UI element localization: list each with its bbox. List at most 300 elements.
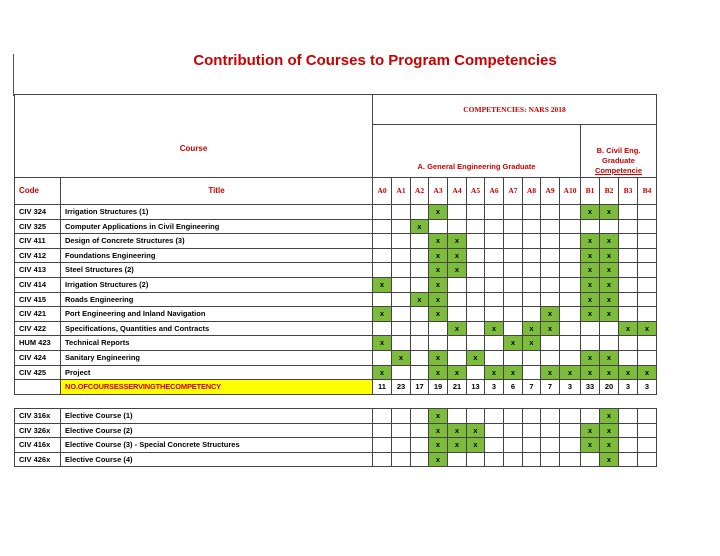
mark-cell-a6 (485, 452, 504, 467)
mark-cell-a9 (541, 205, 560, 220)
course-code: CIV 426x (15, 452, 61, 467)
mark-cell-b2 (600, 409, 619, 424)
mark-cell-a7 (504, 292, 523, 307)
mark-cell-a2 (411, 350, 429, 365)
total-a4: 21 (448, 380, 467, 395)
course-row (15, 336, 657, 351)
mark-cell-a5 (467, 365, 485, 380)
mark-cell-a8 (523, 423, 541, 438)
course-title: Sanitary Engineering (61, 350, 373, 365)
mark-cell-b1 (581, 350, 600, 365)
mark-cell-b4 (638, 307, 657, 322)
mark-cell-b4 (638, 452, 657, 467)
course-title: Port Engineering and Inland Navigation (61, 307, 373, 322)
mark-x: x (491, 323, 497, 333)
mark-cell-a8 (523, 336, 541, 351)
title-column-header: Title (61, 178, 373, 205)
mark-cell-a3 (429, 321, 448, 336)
mark-cell-b4 (638, 409, 657, 424)
mark-cell-a7 (504, 277, 523, 292)
mark-cell-a8 (523, 365, 541, 380)
mark-cell-b3 (619, 219, 638, 234)
mark-cell-a4 (448, 263, 467, 278)
mark-cell-b3 (619, 292, 638, 307)
mark-cell-a0 (373, 409, 392, 424)
mark-cell-b3 (619, 365, 638, 380)
mark-x: x (606, 265, 612, 275)
mark-cell-a4 (448, 292, 467, 307)
mark-cell-b4 (638, 248, 657, 263)
mark-cell-a4 (448, 365, 467, 380)
mark-cell-a7 (504, 336, 523, 351)
mark-cell-b3 (619, 409, 638, 424)
mark-x: x (473, 352, 478, 362)
mark-cell-a7 (504, 409, 523, 424)
mark-cell-a8 (523, 307, 541, 322)
mark-cell-a9 (541, 409, 560, 424)
mark-cell-a5 (467, 292, 485, 307)
mark-cell-a8 (523, 452, 541, 467)
mark-cell-b2 (600, 423, 619, 438)
mark-x: x (473, 425, 478, 435)
mark-cell-a5 (467, 336, 485, 351)
course-code: CIV 424 (15, 350, 61, 365)
mark-cell-b3 (619, 248, 638, 263)
mark-x: x (510, 338, 516, 348)
mark-cell-a3 (429, 409, 448, 424)
mark-cell-a5 (467, 263, 485, 278)
mark-cell-a5 (467, 277, 485, 292)
mark-cell-a9 (541, 263, 560, 278)
mark-cell-b3 (619, 205, 638, 220)
mark-cell-b3 (619, 336, 638, 351)
mark-x: x (435, 454, 441, 464)
mark-cell-a2 (411, 438, 429, 453)
mark-cell-a5 (467, 321, 485, 336)
mark-cell-a10 (560, 452, 581, 467)
mark-cell-b4 (638, 205, 657, 220)
mark-cell-a3 (429, 248, 448, 263)
mark-cell-a8 (523, 350, 541, 365)
course-code: CIV 326x (15, 423, 61, 438)
mark-x: x (606, 207, 612, 216)
mark-cell-a1 (392, 234, 411, 249)
mark-cell-a2 (411, 263, 429, 278)
mark-cell-a2 (411, 219, 429, 234)
column-header-row (15, 178, 657, 205)
mark-cell-a5 (467, 219, 485, 234)
mark-x: x (435, 207, 441, 216)
mark-cell-a9 (541, 365, 560, 380)
mark-cell-a2 (411, 234, 429, 249)
course-title: Specifications, Quantities and Contracts (61, 321, 373, 336)
code-column-header: Code (15, 178, 61, 205)
mark-cell-a6 (485, 205, 504, 220)
mark-cell-a3 (429, 365, 448, 380)
mark-cell-b4 (638, 365, 657, 380)
mark-cell-a6 (485, 365, 504, 380)
mark-cell-b1 (581, 336, 600, 351)
course-code: CIV 411 (15, 234, 61, 249)
total-b3: 3 (619, 380, 638, 395)
mark-cell-b3 (619, 438, 638, 453)
mark-cell-a3 (429, 219, 448, 234)
total-a1: 23 (392, 380, 411, 395)
mark-cell-a10 (560, 219, 581, 234)
mark-cell-a9 (541, 248, 560, 263)
mark-x: x (454, 250, 460, 260)
mark-cell-a2 (411, 423, 429, 438)
mark-cell-a7 (504, 219, 523, 234)
course-row (15, 234, 657, 249)
group-b-line2: Graduate (602, 156, 635, 165)
mark-cell-a0 (373, 277, 392, 292)
mark-x: x (587, 236, 593, 246)
total-a6: 3 (485, 380, 504, 395)
mark-x: x (510, 367, 516, 377)
mark-cell-b1 (581, 205, 600, 220)
mark-cell-a8 (523, 292, 541, 307)
mark-x: x (567, 367, 573, 377)
mark-cell-a3 (429, 234, 448, 249)
course-row (15, 452, 657, 467)
mark-x: x (587, 367, 593, 377)
mark-cell-b1 (581, 292, 600, 307)
mark-cell-a10 (560, 263, 581, 278)
mark-cell-a7 (504, 263, 523, 278)
mark-cell-a2 (411, 365, 429, 380)
group-b-header (581, 125, 657, 178)
mark-x: x (606, 294, 612, 304)
mark-cell-a6 (485, 292, 504, 307)
competency-col-a9: A9 (541, 178, 560, 205)
mark-cell-a0 (373, 248, 392, 263)
competency-col-b3: B3 (619, 178, 638, 205)
total-a7: 6 (504, 380, 523, 395)
mark-cell-a9 (541, 452, 560, 467)
mark-cell-b4 (638, 219, 657, 234)
competency-col-a2: A2 (411, 178, 429, 205)
mark-cell-a9 (541, 219, 560, 234)
mark-cell-a2 (411, 248, 429, 263)
course-code: CIV 413 (15, 263, 61, 278)
total-a3: 19 (429, 380, 448, 395)
mark-cell-a1 (392, 336, 411, 351)
mark-cell-a8 (523, 248, 541, 263)
mark-x: x (435, 411, 441, 420)
mark-cell-a1 (392, 423, 411, 438)
mark-cell-a4 (448, 234, 467, 249)
course-code: CIV 324 (15, 205, 61, 220)
mark-cell-a6 (485, 321, 504, 336)
mark-cell-a10 (560, 205, 581, 220)
mark-cell-a8 (523, 277, 541, 292)
competency-col-a10: A10 (560, 178, 581, 205)
course-code: CIV 325 (15, 219, 61, 234)
mark-cell-a7 (504, 321, 523, 336)
mark-x: x (454, 323, 460, 333)
mark-x: x (435, 265, 441, 275)
mark-cell-a3 (429, 336, 448, 351)
mark-cell-a3 (429, 277, 448, 292)
mark-x: x (547, 309, 553, 319)
mark-x: x (587, 279, 593, 289)
mark-x: x (606, 440, 612, 450)
mark-cell-a10 (560, 292, 581, 307)
mark-cell-b4 (638, 438, 657, 453)
mark-cell-a3 (429, 292, 448, 307)
mark-cell-a5 (467, 350, 485, 365)
mark-cell-a8 (523, 438, 541, 453)
course-title: Project (61, 365, 373, 380)
mark-cell-a5 (467, 423, 485, 438)
mark-cell-a0 (373, 365, 392, 380)
mark-cell-a9 (541, 292, 560, 307)
mark-x: x (435, 309, 441, 319)
mark-cell-a0 (373, 219, 392, 234)
course-title: Elective Course (2) (61, 423, 373, 438)
mark-cell-a0 (373, 452, 392, 467)
mark-cell-a10 (560, 409, 581, 424)
mark-x: x (435, 236, 441, 246)
total-a2: 17 (411, 380, 429, 395)
competency-matrix-table (14, 94, 657, 395)
mark-cell-a4 (448, 452, 467, 467)
mark-cell-a1 (392, 452, 411, 467)
total-a10: 3 (560, 380, 581, 395)
mark-cell-b2 (600, 205, 619, 220)
mark-x: x (379, 309, 385, 319)
header-row-1 (15, 95, 657, 125)
course-row (15, 219, 657, 234)
total-b2: 20 (600, 380, 619, 395)
course-row (15, 321, 657, 336)
course-title: Design of Concrete Structures (3) (61, 234, 373, 249)
mark-x: x (454, 425, 460, 435)
mark-cell-b4 (638, 423, 657, 438)
mark-cell-a0 (373, 292, 392, 307)
mark-cell-a4 (448, 423, 467, 438)
course-row (15, 350, 657, 365)
course-code: HUM 423 (15, 336, 61, 351)
mark-cell-a4 (448, 248, 467, 263)
mark-cell-b1 (581, 234, 600, 249)
mark-x: x (606, 454, 612, 464)
course-code: CIV 416x (15, 438, 61, 453)
mark-cell-a7 (504, 365, 523, 380)
mark-x: x (606, 352, 612, 362)
mark-cell-b1 (581, 438, 600, 453)
group-b-line3: Competencie (594, 166, 643, 175)
course-title: Irrigation Structures (1) (61, 205, 373, 220)
mark-cell-a2 (411, 277, 429, 292)
course-row (15, 423, 657, 438)
mark-cell-b2 (600, 365, 619, 380)
mark-cell-a4 (448, 307, 467, 322)
mark-cell-a1 (392, 205, 411, 220)
mark-x: x (435, 367, 441, 377)
totals-label: NO.OFCOURSESSERVINGTHECOMPETENCY (61, 380, 373, 395)
mark-cell-b2 (600, 321, 619, 336)
course-header-blank (15, 95, 373, 178)
mark-cell-a10 (560, 350, 581, 365)
mark-cell-a7 (504, 307, 523, 322)
course-title: Irrigation Structures (2) (61, 277, 373, 292)
competency-col-b1: B1 (581, 178, 600, 205)
mark-cell-a0 (373, 205, 392, 220)
mark-cell-a6 (485, 263, 504, 278)
mark-cell-a2 (411, 452, 429, 467)
mark-x: x (587, 425, 593, 435)
mark-cell-b2 (600, 336, 619, 351)
mark-cell-b1 (581, 263, 600, 278)
mark-cell-b2 (600, 277, 619, 292)
mark-x: x (435, 250, 441, 260)
course-title: Roads Engineering (61, 292, 373, 307)
group-a-header: A. General Engineering Graduate (373, 125, 581, 178)
mark-cell-b4 (638, 350, 657, 365)
mark-cell-b2 (600, 438, 619, 453)
total-a0: 11 (373, 380, 392, 395)
mark-cell-b2 (600, 452, 619, 467)
competency-col-a4: A4 (448, 178, 467, 205)
mark-cell-a8 (523, 263, 541, 278)
mark-cell-b4 (638, 277, 657, 292)
course-code: CIV 415 (15, 292, 61, 307)
course-title: Computer Applications in Civil Engineering (61, 219, 373, 234)
course-code: CIV 412 (15, 248, 61, 263)
mark-x: x (606, 425, 612, 435)
mark-cell-a9 (541, 423, 560, 438)
mark-x: x (417, 221, 422, 231)
competencies-header: COMPETENCIES: NARS 2018 (373, 95, 657, 125)
mark-cell-a3 (429, 438, 448, 453)
mark-cell-a3 (429, 263, 448, 278)
group-b-line1: B. Civil Eng. (596, 146, 641, 155)
mark-cell-a0 (373, 336, 392, 351)
totals-blank (15, 380, 61, 395)
mark-cell-a5 (467, 234, 485, 249)
mark-x: x (606, 236, 612, 246)
mark-x: x (379, 338, 385, 348)
mark-cell-a0 (373, 307, 392, 322)
mark-cell-a4 (448, 321, 467, 336)
mark-cell-a1 (392, 350, 411, 365)
mark-cell-a8 (523, 409, 541, 424)
mark-cell-a10 (560, 365, 581, 380)
mark-cell-b1 (581, 219, 600, 234)
mark-cell-b1 (581, 307, 600, 322)
mark-cell-b3 (619, 234, 638, 249)
competency-col-b2: B2 (600, 178, 619, 205)
total-a9: 7 (541, 380, 560, 395)
mark-cell-a1 (392, 277, 411, 292)
mark-cell-b4 (638, 234, 657, 249)
mark-cell-a9 (541, 321, 560, 336)
mark-x: x (435, 352, 441, 362)
mark-cell-a7 (504, 452, 523, 467)
mark-x: x (435, 425, 441, 435)
competency-col-a7: A7 (504, 178, 523, 205)
mark-x: x (417, 294, 422, 304)
total-a5: 13 (467, 380, 485, 395)
mark-cell-a0 (373, 350, 392, 365)
course-row (15, 263, 657, 278)
mark-x: x (587, 265, 593, 275)
mark-x: x (606, 279, 612, 289)
mark-cell-a6 (485, 248, 504, 263)
mark-x: x (529, 323, 534, 333)
mark-cell-a6 (485, 234, 504, 249)
mark-cell-a3 (429, 307, 448, 322)
course-code: CIV 422 (15, 321, 61, 336)
mark-x: x (398, 352, 404, 362)
course-code: CIV 316x (15, 409, 61, 424)
mark-x: x (547, 323, 553, 333)
mark-cell-a5 (467, 452, 485, 467)
mark-cell-b2 (600, 248, 619, 263)
mark-cell-a4 (448, 219, 467, 234)
mark-cell-a3 (429, 452, 448, 467)
mark-x: x (379, 279, 385, 289)
mark-cell-a6 (485, 307, 504, 322)
competency-col-a6: A6 (485, 178, 504, 205)
mark-cell-a2 (411, 292, 429, 307)
competency-col-a5: A5 (467, 178, 485, 205)
mark-cell-a6 (485, 423, 504, 438)
mark-cell-a1 (392, 365, 411, 380)
competency-col-b4: B4 (638, 178, 657, 205)
mark-cell-b3 (619, 452, 638, 467)
mark-x: x (435, 279, 441, 289)
elective-matrix-table (14, 408, 657, 467)
mark-cell-a9 (541, 350, 560, 365)
mark-cell-a10 (560, 321, 581, 336)
mark-cell-b3 (619, 277, 638, 292)
mark-cell-a5 (467, 248, 485, 263)
mark-cell-b1 (581, 321, 600, 336)
competency-col-a1: A1 (392, 178, 411, 205)
course-row (15, 307, 657, 322)
mark-cell-b2 (600, 263, 619, 278)
mark-cell-a7 (504, 350, 523, 365)
mark-cell-a2 (411, 321, 429, 336)
mark-cell-a10 (560, 234, 581, 249)
mark-cell-a8 (523, 205, 541, 220)
mark-cell-b1 (581, 409, 600, 424)
course-code: CIV 425 (15, 365, 61, 380)
mark-cell-a9 (541, 234, 560, 249)
mark-cell-b3 (619, 321, 638, 336)
mark-cell-a0 (373, 321, 392, 336)
course-code: CIV 421 (15, 307, 61, 322)
mark-cell-a3 (429, 350, 448, 365)
mark-cell-a1 (392, 438, 411, 453)
mark-cell-a5 (467, 307, 485, 322)
mark-cell-a4 (448, 409, 467, 424)
mark-cell-a7 (504, 423, 523, 438)
mark-x: x (606, 250, 612, 260)
mark-cell-b2 (600, 219, 619, 234)
mark-cell-a0 (373, 423, 392, 438)
mark-cell-a1 (392, 292, 411, 307)
mark-x: x (587, 294, 593, 304)
mark-cell-a9 (541, 438, 560, 453)
mark-cell-b4 (638, 263, 657, 278)
mark-cell-a5 (467, 438, 485, 453)
mark-x: x (587, 207, 593, 216)
mark-cell-a0 (373, 263, 392, 278)
